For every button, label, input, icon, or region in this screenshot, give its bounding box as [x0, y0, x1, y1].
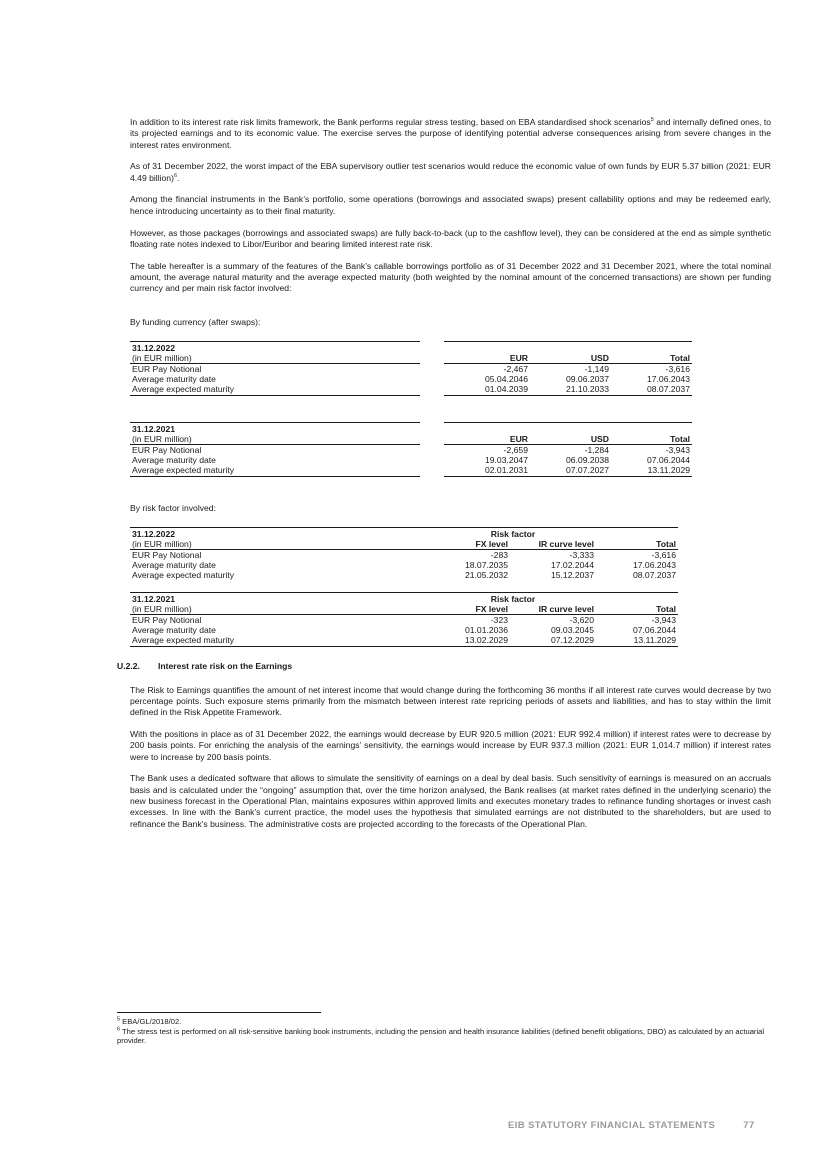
table-row: Average expected maturity 21.05.2032 15.12.2037 08.07.2037 — [132, 570, 676, 581]
table-date: 31.12.2021 — [130, 592, 430, 604]
table-row: Average expected maturity 02.01.2031 07.07.2027 13.11.2029 — [132, 465, 690, 476]
table-row: Average maturity date 01.01.2036 09.03.2045 07.06.2044 — [132, 625, 676, 636]
paragraph-table-summary: The table hereafter is a summary of the features of the Bank’s callable borrowings portfolio as of 31 December 2022 and 31 December 2021, where the total nominal amount, the average natural maturity and the average expected maturity (both weighted by the nominal amount of the concerned transactions) are shown per funding currency and per main risk factor involved: — [130, 260, 771, 294]
paragraph-eba-impact: As of 31 December 2022, the worst impact of the EBA supervisory outlier test scenarios would reduce the economic value of own funds by EUR 5.37 billion (2021: EUR 4.49 billion)$^6$. — [130, 161, 771, 183]
table-row: Average maturity date 19.03.2047 06.09.2038 07.06.2044 — [132, 455, 690, 466]
col-header-fx: FX level — [430, 539, 510, 550]
section-heading — [117, 661, 771, 671]
page-footer — [508, 1120, 755, 1131]
table-row: Average expected maturity 13.02.2029 07.12.2029 13.11.2029 — [132, 635, 676, 646]
table-row: EUR Pay Notional -323 -3,620 -3,943 — [132, 615, 676, 626]
col-header-ir: IR curve level — [510, 539, 596, 550]
table-row: EUR Pay Notional -2,659 -1,284 -3,943 — [132, 444, 690, 455]
col-header-usd: USD — [530, 434, 611, 445]
col-header-total: Total — [596, 604, 678, 615]
section-number: U.2.2. — [117, 660, 140, 671]
table-date: 31.12.2022 — [130, 527, 430, 539]
col-header-total: Total — [611, 353, 692, 364]
footnotes — [117, 1012, 777, 1046]
table-unit: (in EUR million) — [130, 604, 430, 615]
by-currency-heading: By funding currency (after swaps): — [130, 316, 261, 327]
col-header-eur: EUR — [444, 434, 530, 445]
page-number: 77 — [743, 1120, 755, 1131]
footnote-divider — [117, 1012, 321, 1013]
paragraph-earnings-sensitivity: With the positions in place as of 31 December 2022, the earnings would decrease by EUR 920.5 million (2021: EUR 992.4 million) if interest rates were to decrease by 200 basis points. For enriching the analysis of the earnings’ sensitivity, the earnings would increase by EUR 937.3 million (2021: EUR 1,014.7 million) if interest rates were to increase by 200 basis points. — [130, 729, 771, 762]
col-header-ir: IR curve level — [510, 604, 596, 615]
page-content — [117, 117, 771, 840]
col-header-eur: EUR — [444, 353, 530, 364]
table-row: EUR Pay Notional -2,467 -1,149 -3,616 — [132, 363, 690, 374]
table-row: Average maturity date 05.04.2046 09.06.2037 17.06.2043 — [132, 374, 690, 385]
paragraph-risk-to-earnings: The Risk to Earnings quantifies the amount of net interest income that would change during the forthcoming 36 months if all interest rate curves would decrease by two percentage points. Such exposure stems primarily from the mismatch between interest rate repricing periods of assets and liabilities, and has to stay within the limit defined in the Risk Appetite Framework. — [130, 684, 771, 718]
table-row: Average expected maturity 01.04.2039 21.10.2033 08.07.2037 — [132, 384, 690, 395]
risk-factor-header: Risk factor — [430, 527, 596, 539]
footnote-ref-6: 6 — [173, 172, 178, 179]
col-header-total: Total — [596, 539, 678, 550]
table-row: EUR Pay Notional -283 -3,333 -3,616 — [132, 550, 676, 560]
footnote-5: $^5$ EBA/GL/2018/02. — [117, 1016, 182, 1026]
footer-title: EIB STATUTORY FINANCIAL STATEMENTS — [508, 1120, 716, 1131]
footnote-ref-5: 5 — [650, 117, 654, 124]
paragraph-stress-testing: In addition to its interest rate risk limits framework, the Bank performs regular stress testing, based on EBA standardised shock scenarios$^5$ and internally defined ones, to its projected earnings and to its economic value. The exercise serves the purpose of identifying potential adverse consequences arising from severe changes in the interest rates environment. — [130, 117, 771, 150]
table-row: Average maturity date 18.07.2035 17.02.2044 17.06.2043 — [132, 560, 676, 571]
paragraph-simulation-software: The Bank uses a dedicated software that allows to simulate the sensitivity of earnings on a deal by deal basis. Such sensitivity of earnings is measured on an accruals basis and is calculated under the “ongoing” assumption that, over the time horizon analysed, the Bank realises (at market rates defined in the underlying scenario) the new business forecast in the Operational Plan, maintains exposures within approved limits and executes monetary trades to refinance funding shortages or invest cash excesses. In line with the Bank’s current practice, the model uses the hypothesis that simulated earnings are not distributed to the shareholders, but are used to refinance the Bank’s business. The administrative costs are projected according to the forecasts of the Operational Plan. — [130, 773, 771, 829]
footnote-6: $^6$ The stress test is performed on all risk-sensitive banking book instruments, including the pension and health insurance liabilities (defined benefit obligations, DBO) as calculated by an actuarial provider. — [117, 1025, 765, 1045]
risk-table-2022 — [130, 527, 678, 581]
table-unit: (in EUR million) — [130, 434, 420, 445]
currency-table-2022 — [130, 341, 692, 396]
col-header-usd: USD — [530, 353, 611, 364]
paragraph-callability: Among the financial instruments in the Bank’s portfolio, some operations (borrowings and associated swaps) present callability options and may be redeemed early, hence introducing uncertainty as to their final maturity. — [130, 194, 771, 216]
table-unit: (in EUR million) — [130, 353, 420, 364]
table-date: 31.12.2021 — [130, 422, 420, 434]
section-title: Interest rate risk on the Earnings — [158, 660, 293, 671]
risk-table-2021 — [130, 592, 678, 647]
paragraph-back-to-back: However, as those packages (borrowings and associated swaps) are fully back-to-back (up to the cashflow level), they can be considered at the end as simple synthetic floating rate notes indexed to Libor/Euribor and bearing limited interest rate risk. — [130, 227, 771, 249]
currency-table-2021 — [130, 422, 692, 477]
table-unit: (in EUR million) — [130, 539, 430, 550]
table-date: 31.12.2022 — [130, 341, 420, 353]
by-risk-heading: By risk factor involved: — [130, 502, 216, 513]
col-header-fx: FX level — [430, 604, 510, 615]
risk-factor-header: Risk factor — [430, 592, 596, 604]
col-header-total: Total — [611, 434, 692, 445]
